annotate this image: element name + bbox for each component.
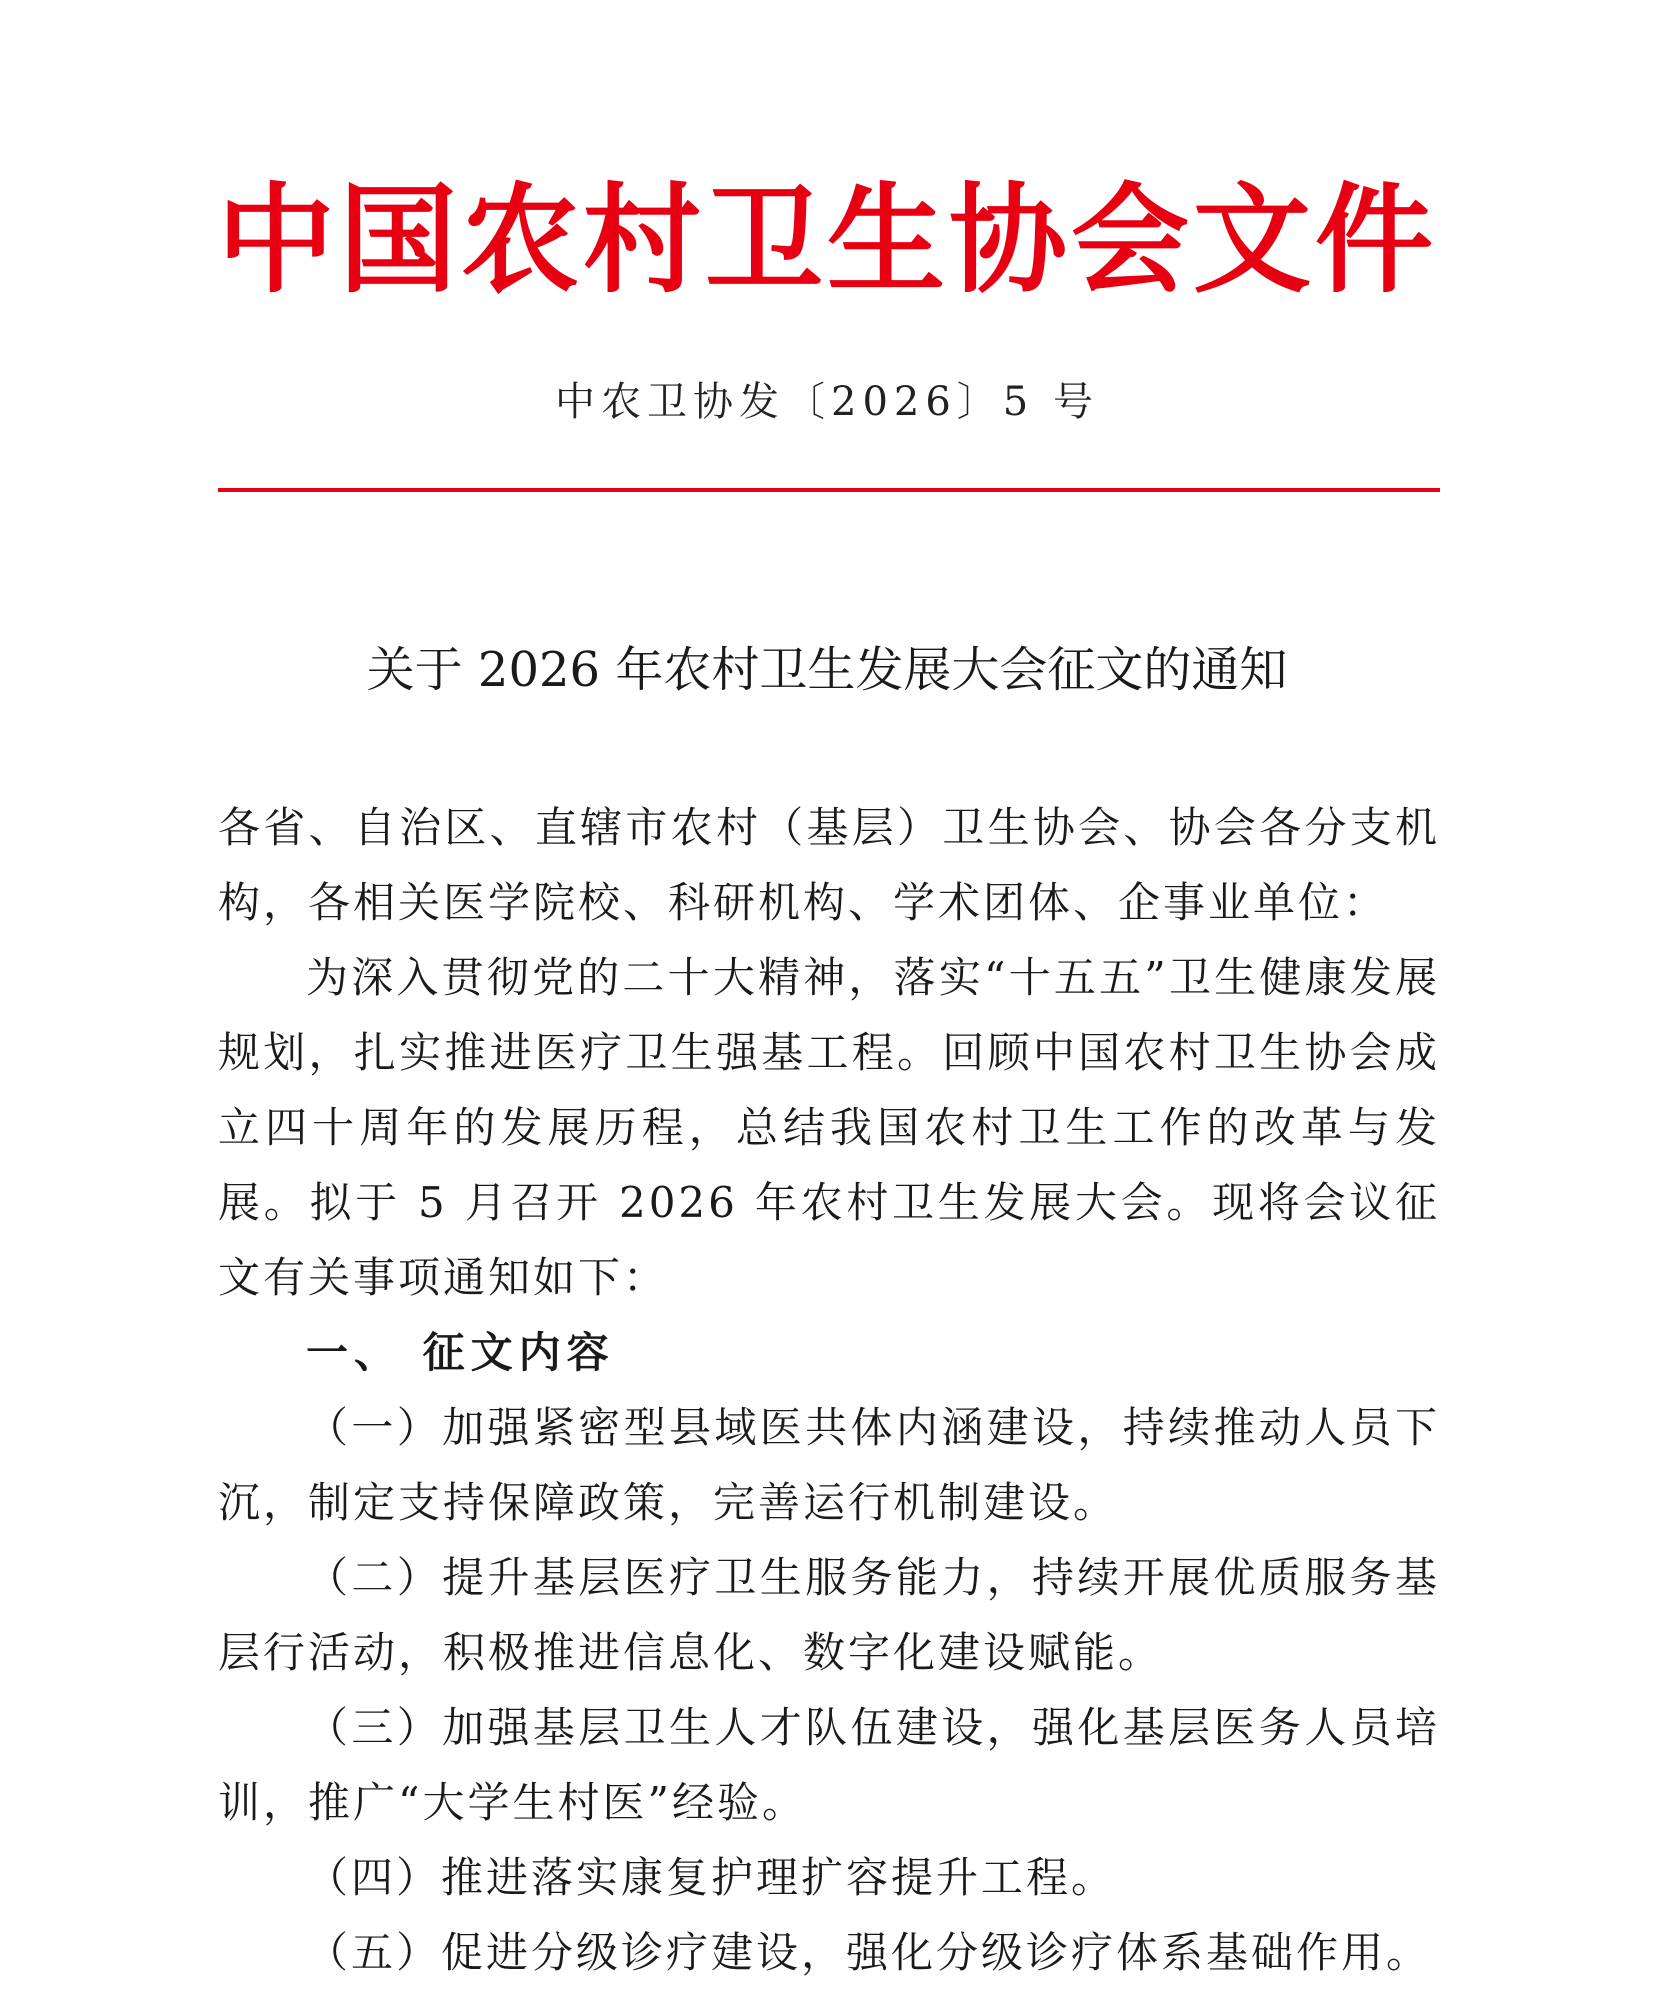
list-item: （四）推进落实康复护理扩容提升工程。 (306, 1853, 1117, 1902)
list-item: （二）提升基层医疗卫生服务能力，持续开展优质服务基层行活动，积极推进信息化、数字化建设赋能。 (218, 1553, 1440, 1677)
intro-paragraph: 为深入贯彻党的二十大精神，落实“十五五”卫生健康发展规划，扎实推进医疗卫生强基工程。回顾中国农村卫生协会成立四十周年的发展历程，总结我国农村卫生工作的改革与发展。拟于 5 月召开 2026 年农村卫生发展大会。现将会议征文有关事项通知如下： (218, 953, 1440, 1302)
red-divider-line (218, 488, 1440, 492)
notice-body (218, 790, 1440, 1990)
list-item: （三）加强基层卫生人才队伍建设，强化基层医务人员培训，推广“大学生村医”经验。 (218, 1703, 1440, 1827)
organization-masthead: 中国农村卫生协会文件 (216, 171, 1437, 309)
list-item: （五）促进分级诊疗建设，强化分级诊疗体系基础作用。 (306, 1928, 1432, 1977)
notice-title: 关于 2026 年农村卫生发展大会征文的通知 (366, 642, 1288, 698)
section-heading: 一、 征文内容 (306, 1328, 615, 1377)
document-number: 中农卫协发〔2026〕5 号 (555, 379, 1099, 425)
addressees-paragraph: 各省、自治区、直辖市农村（基层）卫生协会、协会各分支机构，各相关医学院校、科研机构、学术团体、企事业单位： (218, 803, 1440, 927)
list-item: （一）加强紧密型县域医共体内涵建设，持续推动人员下沉，制定支持保障政策，完善运行机制建设。 (218, 1403, 1440, 1527)
